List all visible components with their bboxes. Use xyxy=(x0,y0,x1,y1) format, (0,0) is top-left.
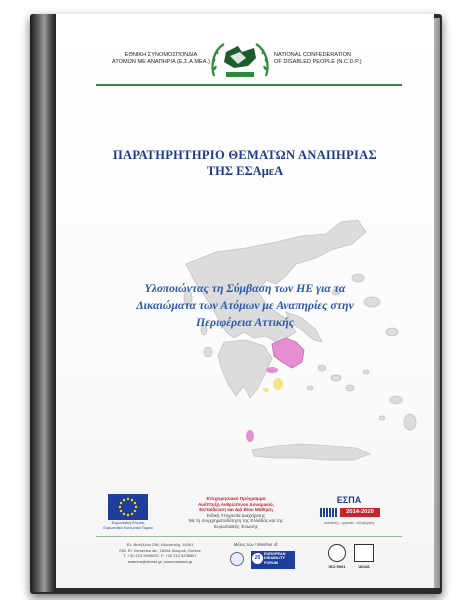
operational-program xyxy=(176,496,296,530)
edf-line3: FORUM xyxy=(264,560,278,565)
header-right-line1: NATIONAL CONFEDERATION xyxy=(274,52,351,58)
contact-info xyxy=(100,542,220,564)
espa-tagline: ανάπτυξη - εργασία - αλληλεγγύη xyxy=(323,521,375,525)
espa-years: 2014-2020 xyxy=(340,508,380,517)
iso-label: ISO 9001 xyxy=(328,564,346,569)
espa-stripes-icon xyxy=(320,508,338,517)
program-line5: Με τη συγχρηματοδότηση της Ελλάδας και της Ευρωπαϊκής Ένωσης xyxy=(188,518,284,529)
greece-map-icon xyxy=(126,192,426,482)
header-left-line2: ΑΤΟΜΩΝ ΜΕ ΑΝΑΠΗΡΙΑ (Ε.Σ.Α.ΜΕΑ.) xyxy=(112,59,210,65)
edf-line1: EUROPEAN xyxy=(264,552,286,556)
contact-line1: Ελ. Βενιζέλου 236, Ηλιούπολη, 16341 xyxy=(126,542,194,547)
eu-label-line1: Ευρωπαϊκή Ένωση xyxy=(111,521,145,525)
program-line1: Επιχειρησιακό Πρόγραμμα xyxy=(206,496,266,501)
subtitle-line3: Περιφέρεια Αττικής xyxy=(196,315,294,329)
report-cover xyxy=(56,14,434,588)
member-of-label: Μέλος των / Member of: xyxy=(233,542,279,547)
member-seal-icon xyxy=(230,552,244,566)
eu-label xyxy=(102,521,154,530)
subtitle-line1: Υλοποιώντας τη Σύμβαση των ΗΕ για τα xyxy=(144,281,346,295)
ukas-cert-icon xyxy=(354,544,374,562)
main-title-line1: ΠΑΡΑΤΗΡΗΤΗΡΙΟ ΘΕΜΑΤΩΝ ΑΝΑΠΗΡΙΑΣ xyxy=(113,148,377,162)
ukas-label: UKAS xyxy=(358,564,370,569)
header-org-english xyxy=(274,52,404,66)
edf-number-badge: 20 xyxy=(252,553,263,564)
espa-title: ΕΣΠΑ xyxy=(336,495,362,505)
header-org-greek xyxy=(96,52,226,66)
program-line3: Εκπαίδευση και Διά Βίου Μάθηση xyxy=(199,507,273,513)
program-line4: Ειδική Υπηρεσία Διαχείρισης xyxy=(206,512,266,518)
main-title-line2: ΤΗΣ ΕΣΑμεΑ xyxy=(206,164,284,178)
eu-label-line2: Ευρωπαϊκό Κοινωνικό Ταμείο xyxy=(103,525,153,530)
eu-flag-icon xyxy=(108,494,148,520)
edf-line2: DISABILITY xyxy=(264,556,286,561)
contact-line4: esamea@otenet.gr, www.esamea.gr xyxy=(127,558,193,564)
header-right-line2: OF DISABLED PEOPLE (N.C.D.P.) xyxy=(274,59,362,65)
book-spine xyxy=(30,14,56,592)
contact-line3: Τ. +30 210 9949837, F. +30 210 5238967 xyxy=(123,553,197,559)
iso-cert-icon xyxy=(328,544,346,562)
espa-logo xyxy=(318,494,380,520)
subtitle-line2: Δικαιώματα των Ατόμων με Αναπηρίες στην xyxy=(136,298,354,312)
footer-divider xyxy=(96,536,402,537)
esamea-logo-icon xyxy=(208,36,272,84)
contact-line2: 236, El. Venizelou str., 16341 Ilioupoli, Greece xyxy=(119,547,201,553)
program-line2: Ανάπτυξη Ανθρώπινου Δυναμικού, xyxy=(197,501,275,507)
header-left-line1: ΕΘΝΙΚΗ ΣΥΝΟΜΟΣΠΟΝΔΙΑ xyxy=(124,52,198,58)
header-divider xyxy=(96,84,402,86)
report-subtitle xyxy=(76,280,414,331)
